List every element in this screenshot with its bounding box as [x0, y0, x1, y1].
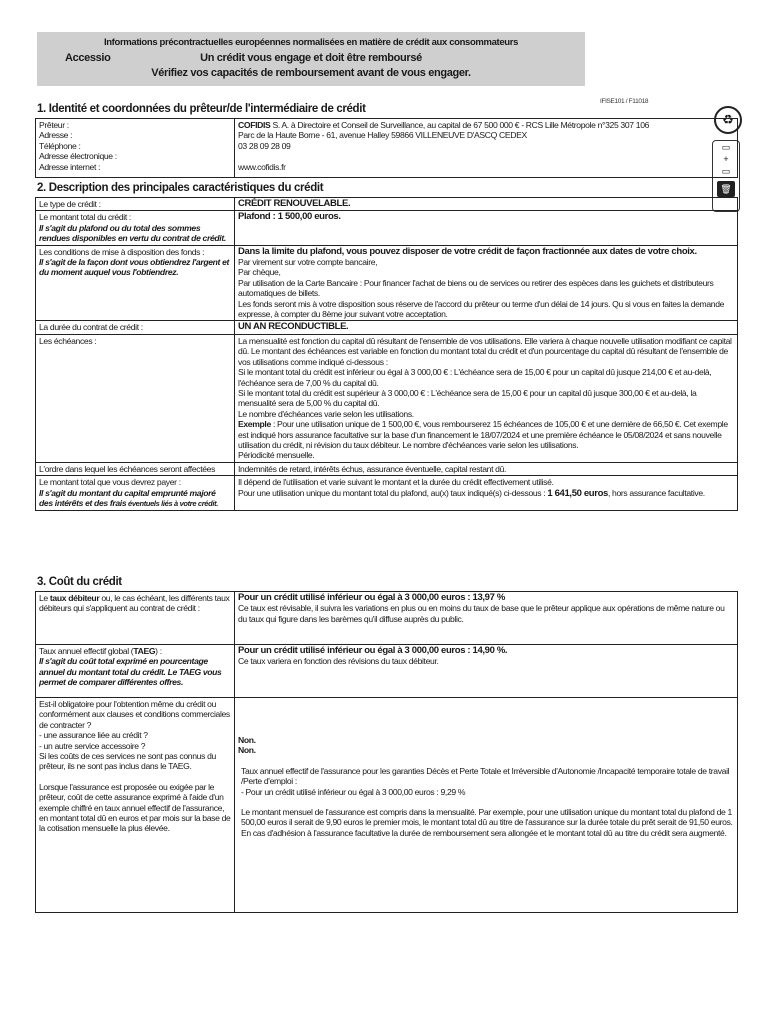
ordre-value: Indemnités de retard, intérêts échus, assurance éventuelle, capital restant dû. — [235, 462, 738, 475]
reference-code: IFISE101 / F11018 — [600, 98, 649, 105]
montant-note: Il s'agit du plafond ou du total des sommes rendues disponibles en vertu du contrat de crédit. — [39, 222, 226, 244]
recycle-icon: ♻ — [714, 106, 742, 134]
ordre-label: L'ordre dans lequel les échéances seront affectées — [36, 462, 235, 475]
table-row — [36, 334, 738, 462]
assurance-line: En cas d'adhésion à l'assurance facultative la durée de remboursement sera allongée et le montant total dû au titre du crédit sera augmenté. — [241, 827, 727, 838]
total-note-small: éventuels liés à votre crédit. — [126, 498, 218, 508]
non-service: Non. — [238, 745, 256, 756]
total-note: Il s'agit du montant du capital emprunté majoré des intérêts et des frais — [39, 487, 216, 508]
obligation-cell — [36, 698, 235, 913]
taeg-label-bold: TAEG — [133, 646, 156, 656]
label-internet: Adresse internet : — [39, 161, 101, 172]
taeg-cell — [36, 645, 235, 698]
lender-phone: 03 28 09 28 09 — [238, 140, 291, 151]
assurance-line: Taux annuel effectif de l'assurance pour les garanties Décès et Perte Totale et Irréversible d'Autonomie /Incapacité temporaire totale de travail /Perte d'emploi : — [241, 765, 730, 787]
brand-name: Accessio — [65, 52, 111, 64]
taux-label-pre: Le — [39, 593, 50, 603]
oblig-label: Est-il obligatoire pour l'obtention même du crédit ou conformément aux clauses et conditions commerciales de contracter ? — [39, 699, 230, 730]
echeances-line: La mensualité est fonction du capital dû résultant de l'ensemble de vos utilisations. Elle variera à chaque nouvelle utilisation modifiant ce capital dû. Le montant des échéances est variable en fonction du montant total du crédit et d'un pourcentage du capital dû résultant de l'ensemble de vos utilisations comme indiqué ci-dessous : — [238, 335, 732, 367]
assurance-line: - Pour un crédit utilisé inférieur ou égal à 3 000,00 euros : 9,29 % — [241, 786, 466, 797]
total-label: Le montant total que vous devrez payer : — [39, 477, 181, 488]
exemple-text: : Pour une utilisation unique de 1 500,00 €, vous rembourserez 15 échéances de 105,00 € et une dernière de 66,50 €. Cet exemple est indiqué hors assurance facultative sur la base d'un financement le 18/07/2024 et une première échéance le 05/08/2024 et sans nouvelle utilisation du crédit, ni révision du taux débiteur. Le nombre d'échéances varie selon les utilisations. — [238, 419, 728, 450]
type-label: Le type de crédit : — [36, 198, 235, 211]
conditions-label: Les conditions de mise à disposition des fonds : — [39, 246, 205, 257]
label-adresse: Adresse : — [39, 130, 73, 141]
echeances-label: Les échéances : — [36, 334, 235, 462]
lender-values — [235, 119, 738, 178]
echeances-value — [235, 334, 738, 462]
lender-website[interactable]: www.cofidis.fr — [238, 161, 286, 172]
table-row — [36, 198, 738, 211]
conditions-line: Par virement sur votre compte bancaire, — [238, 257, 378, 268]
table-row — [36, 698, 738, 913]
oblig-note: Si les coûts de ces services ne sont pas connus du prêteur, ils ne sont pas inclus dans le TAEG. — [39, 751, 216, 772]
taeg-note: Il s'agit du coût total exprimé en pourcentage annuel du montant total du crédit. Le TAEG vous permet de comparer différentes offres. — [39, 656, 222, 688]
montant-value: Plafond : 1 500,00 euros. — [235, 211, 738, 245]
conditions-line: Par utilisation de la Carte Bancaire : Pour financer l'achat de biens ou de services ou retirer des espèces dans les guichets et distributeurs automatiques de billets. — [238, 277, 714, 299]
table-row — [36, 245, 738, 321]
taux-value — [235, 592, 738, 645]
section3-title: 3. Coût du crédit — [37, 576, 122, 588]
periodicite: Périodicité mensuelle. — [238, 450, 315, 461]
banner-warning: Un crédit vous engage et doit être remboursé — [200, 52, 422, 64]
table-row — [36, 321, 738, 334]
taeg-value — [235, 645, 738, 698]
table-row — [36, 211, 738, 245]
total-value-post: , hors assurance facultative. — [607, 487, 705, 498]
echeances-line: Si le montant total du crédit est supérieur à 3 000,00 € : L'échéance sera de 15,00 € pour un capital dû jusque 300,00 € et au-delà, la mensualité sera de 5,00 % du capital dû. — [238, 387, 697, 409]
oblig-note: Lorsque l'assurance est proposée ou exigée par le prêteur, coût de cette assurance exprimé à l'aide d'un exemple chiffré en taux annuel effectif de l'assurance, en montant total dû en euros et par mois sur la base de la cotisation mensuelle la plus élevée. — [39, 781, 231, 834]
conditions-line: Les fonds seront mis à votre disposition sous réserve de l'accord du prêteur ou terme d'un délai de 14 jours. Qu si vous en faites la demande expresse, à compter du 8ème jour suivant votre acceptation. — [238, 298, 725, 320]
total-value — [235, 476, 738, 511]
table-row — [36, 476, 738, 511]
credit-features-table — [35, 197, 738, 511]
echeances-line: Le nombre d'échéances varie selon les utilisations. — [238, 408, 414, 419]
taux-cell — [36, 592, 235, 645]
duree-label: La durée du contrat de crédit : — [36, 321, 235, 334]
exemple-label: Exemple — [238, 419, 271, 430]
taeg-label-post: ) : — [155, 646, 162, 656]
taux-label-post: ou, le cas échéant, les différents taux débiteurs qui s'appliquent au contrat de crédit : — [39, 593, 230, 614]
conditions-line: Par chèque, — [238, 267, 281, 278]
label-telephone: Téléphone : — [39, 140, 81, 151]
montant-cell — [36, 211, 235, 245]
total-cell — [36, 476, 235, 511]
lender-name: COFIDIS — [238, 120, 271, 130]
conditions-cell — [36, 245, 235, 321]
section2-title: 2. Description des principales caractéristiques du crédit — [37, 182, 324, 194]
conditions-note: Il s'agit de la façon dont vous obtiendrez l'argent et du moment auquel vous l'obtiendrez. — [39, 257, 230, 278]
assurance-line: Le montant mensuel de l'assurance est compris dans la mensualité. Par exemple, pour une utilisation unique du montant total du plafond de 1 500,00 euros il serait de 9,90 euros le premier mois, le montant total dû au titre de l'assurance sur la durée totale du prêt serait de 91,50 euros. — [241, 807, 733, 828]
type-value: CRÉDIT RENOUVELABLE. — [235, 198, 738, 211]
banner-title: Informations précontractuelles européennes normalisées en matière de crédit aux consommateurs — [103, 37, 519, 48]
header-banner — [37, 32, 585, 86]
taeg-label-pre: Taux annuel effectif global ( — [39, 646, 134, 656]
taux-value-bold: Pour un crédit utilisé inférieur ou égal à 3 000,00 euros : 13,97 % — [238, 592, 505, 603]
total-amount: 1 641,50 euros — [547, 487, 608, 499]
duree-value: UN AN RECONDUCTIBLE. — [235, 321, 738, 334]
table-row — [36, 645, 738, 698]
cost-table — [35, 591, 738, 913]
lender-address: Parc de la Haute Borne - 61, avenue Halley 59866 VILLENEUVE D'ASCQ CEDEX — [238, 130, 527, 141]
oblig-item: - un autre service accessoire ? — [39, 740, 146, 751]
label-preteur: Prêteur : — [39, 120, 69, 130]
echeances-line: Si le montant total du crédit est inférieur ou égal à 3 000,00 € : L'échéance sera de 15,00 € pour un capital dû jusque 214,00 € et au-delà, l'échéance sera de 7,00 % du capital dû. — [238, 367, 712, 388]
bin-icon: ▭ + ▭ 🗑 — [712, 140, 740, 212]
conditions-bold: Dans la limite du plafond, vous pouvez disposer de votre crédit de façon fractionnée aux dates de votre choix. — [238, 245, 697, 257]
section1-title: 1. Identité et coordonnées du prêteur/de l'intermédiaire de crédit — [37, 103, 366, 115]
taux-value-text: Ce taux est révisable, il suivra les variations en plus ou en moins du taux de base que le prêteur applique aux opérations de même nature ou du taux qui figure dans les barèmes qu'il diffuse auprès du public. — [238, 603, 725, 624]
non-assurance: Non. — [238, 735, 256, 745]
taeg-value-text: Ce taux variera en fonction des révisions du taux débiteur. — [238, 656, 439, 667]
oblig-item: - une assurance liée au crédit ? — [39, 730, 148, 741]
montant-label: Le montant total du crédit : — [39, 212, 131, 223]
total-value-line1: Il dépend de l'utilisation et varie suivant le montant et la durée du crédit effectivement utilisé. — [238, 477, 554, 488]
taux-label-bold: taux débiteur — [49, 593, 100, 603]
obligation-value — [235, 698, 738, 913]
lender-table — [35, 118, 738, 178]
banner-advice: Vérifiez vos capacités de remboursement avant de vous engager. — [151, 67, 471, 79]
table-row — [36, 119, 738, 178]
table-row — [36, 592, 738, 645]
label-email: Adresse électronique : — [39, 151, 117, 162]
conditions-value — [235, 245, 738, 321]
total-value-pre: Pour une utilisation unique du montant total du plafond, au(x) taux indiqué(s) ci-dessous : — [238, 487, 548, 498]
taeg-value-bold: Pour un crédit utilisé inférieur ou égal à 3 000,00 euros : 14,90 %. — [238, 645, 508, 656]
table-row — [36, 462, 738, 475]
lender-details: S. A. à Directoire et Conseil de Surveillance, au capital de 67 500 000 € - RCS Lille Métropole n°325 307 106 — [270, 120, 650, 130]
lender-labels — [36, 119, 235, 178]
